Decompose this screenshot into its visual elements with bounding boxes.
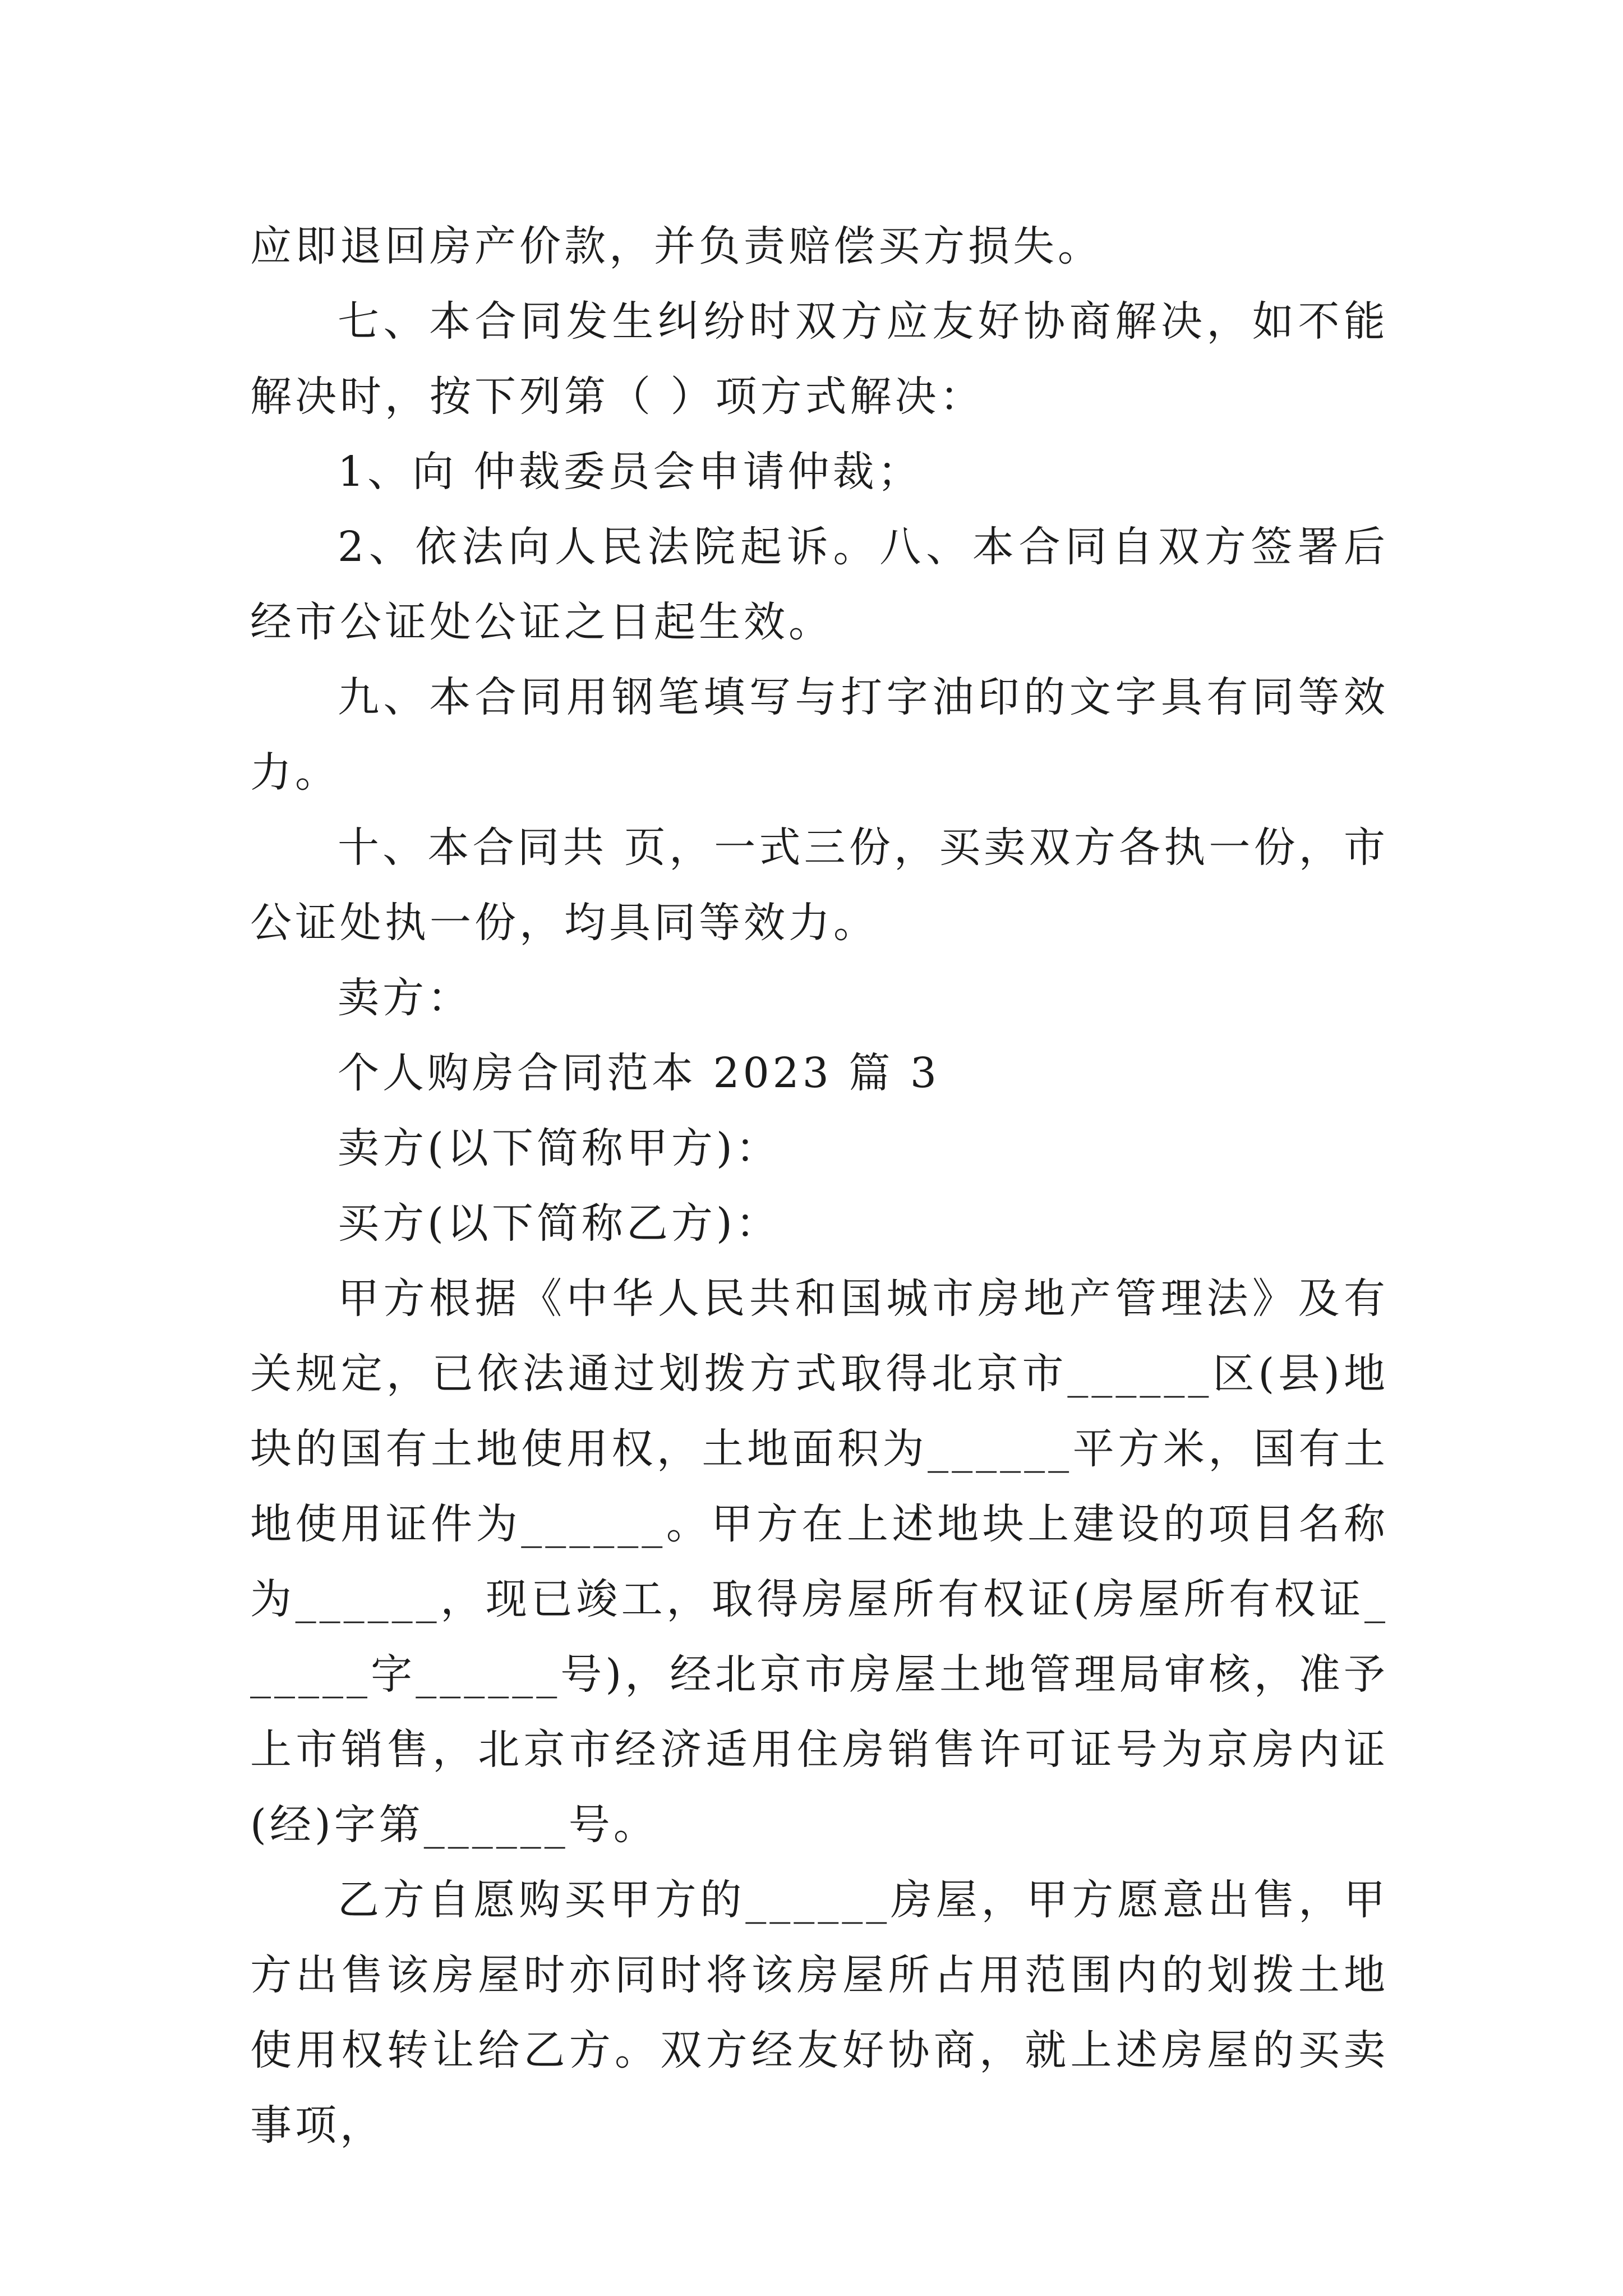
paragraph-option-1-arbitration: 1、向 仲裁委员会申请仲裁；	[338, 448, 923, 496]
paragraph-option-2-court: 2、依法向人民法院起诉。八、本合同自双方签署后经市公证处公证之日起生效。	[250, 523, 1389, 646]
paragraph-party-b: 买方(以下简称乙方)：	[338, 1199, 781, 1248]
paragraph-seller-signature: 卖方：	[338, 974, 472, 1022]
paragraph-party-a: 卖方(以下简称甲方)：	[338, 1124, 781, 1172]
paragraph-clause-10-copies: 十、本合同共 页，一式三份，买卖双方各执一份，市公证处执一份，均具同等效力。	[250, 823, 1389, 947]
section-title: 个人购房合同范本 2023 篇 3	[338, 1049, 940, 1097]
document-body	[250, 209, 1389, 2163]
paragraph-land-use-right: 甲方根据《中华人民共和国城市房地产管理法》及有关规定，已依法通过划拨方式取得北京市______区(县)地块的国有土地使用权，土地面积为______平方米，国有土地使用证件为______。甲方在上述地块上建设的项目名称为______，现已竣工，取得房屋所有权证(房屋所有权证______字______号)，经北京市房屋土地管理局审核，准予上市销售，北京市经济适用住房销售许可证号为京房内证(经)字第______号。	[250, 1274, 1389, 1849]
paragraph-purchase-agreement: 乙方自愿购买甲方的______房屋，甲方愿意出售，甲方出售该房屋时亦同时将该房屋所占用范围内的划拨土地使用权转让给乙方。双方经友好协商，就上述房屋的买卖事项，	[250, 1876, 1389, 2150]
paragraph-clause-7-dispute: 七、本合同发生纠纷时双方应友好协商解决，如不能解决时，按下列第（ ）项方式解决：	[250, 297, 1389, 421]
paragraph-clause-9-validity: 九、本合同用钢笔填写与打字油印的文字具有同等效力。	[250, 673, 1389, 797]
paragraph-refund-clause: 应即退回房产价款，并负责赔偿买方损失。	[250, 222, 1103, 270]
